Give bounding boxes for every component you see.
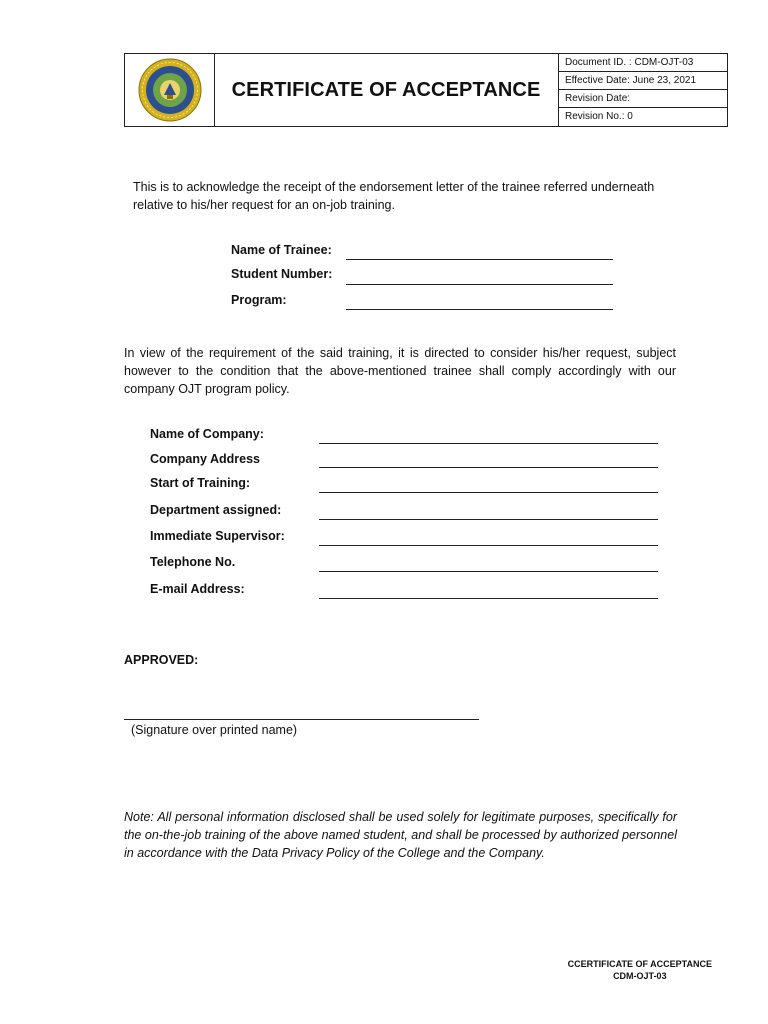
effective-date: Effective Date: June 23, 2021 xyxy=(559,72,727,90)
student-number-label: Student Number: xyxy=(231,267,333,281)
trainee-name-field[interactable] xyxy=(346,259,613,260)
document-meta xyxy=(559,54,727,126)
start-of-training-field[interactable] xyxy=(319,492,658,493)
intro-paragraph: This is to acknowledge the receipt of the endorsement letter of the trainee referred underneath relative to his/her request for an on-job training. xyxy=(133,180,655,212)
telephone-field[interactable] xyxy=(319,571,658,572)
company-name-field[interactable] xyxy=(319,443,658,444)
department-field[interactable] xyxy=(319,519,658,520)
document-id: Document ID. : CDM-OJT-03 xyxy=(559,54,727,72)
college-seal-logo xyxy=(137,57,203,123)
supervisor-field[interactable] xyxy=(319,545,658,546)
signature-line[interactable] xyxy=(124,719,479,720)
telephone-label: Telephone No. xyxy=(150,555,236,569)
signature-caption: (Signature over printed name) xyxy=(131,723,298,737)
revision-date: Revision Date: xyxy=(559,90,727,108)
company-name-label: Name of Company: xyxy=(150,427,264,441)
department-label: Department assigned: xyxy=(150,503,282,517)
program-label: Program: xyxy=(231,293,287,307)
condition-paragraph: In view of the requirement of the said training, it is directed to consider his/her request, subject however to the condition that the above-mentioned trainee shall comply accordingly with our company OJT program policy. xyxy=(124,346,676,396)
trainee-name-label: Name of Trainee: xyxy=(231,243,332,257)
page-footer xyxy=(568,958,712,982)
document-header xyxy=(124,53,728,127)
student-number-field[interactable] xyxy=(346,284,613,285)
footer-title: CCERTIFICATE OF ACCEPTANCE xyxy=(567,959,712,969)
program-field[interactable] xyxy=(346,309,613,310)
email-field[interactable] xyxy=(319,598,658,599)
approved-label: APPROVED: xyxy=(124,653,199,667)
start-of-training-label: Start of Training: xyxy=(150,476,250,490)
footer-code: CDM-OJT-03 xyxy=(613,971,667,981)
company-address-label: Company Address xyxy=(150,452,260,466)
revision-no: Revision No.: 0 xyxy=(565,111,633,122)
supervisor-label: Immediate Supervisor: xyxy=(150,529,285,543)
privacy-note: Note: All personal information disclosed shall be used solely for legitimate purposes, specifically for the on-the-job training of the above named student, and shall be processed by authorized personnel in accordance with the Data Privacy Policy of the College and the Company. xyxy=(124,810,677,860)
company-address-field[interactable] xyxy=(319,467,658,468)
logo-cell xyxy=(125,54,215,126)
document-title: CERTIFICATE OF ACCEPTANCE xyxy=(214,54,559,126)
email-label: E-mail Address: xyxy=(150,582,245,596)
